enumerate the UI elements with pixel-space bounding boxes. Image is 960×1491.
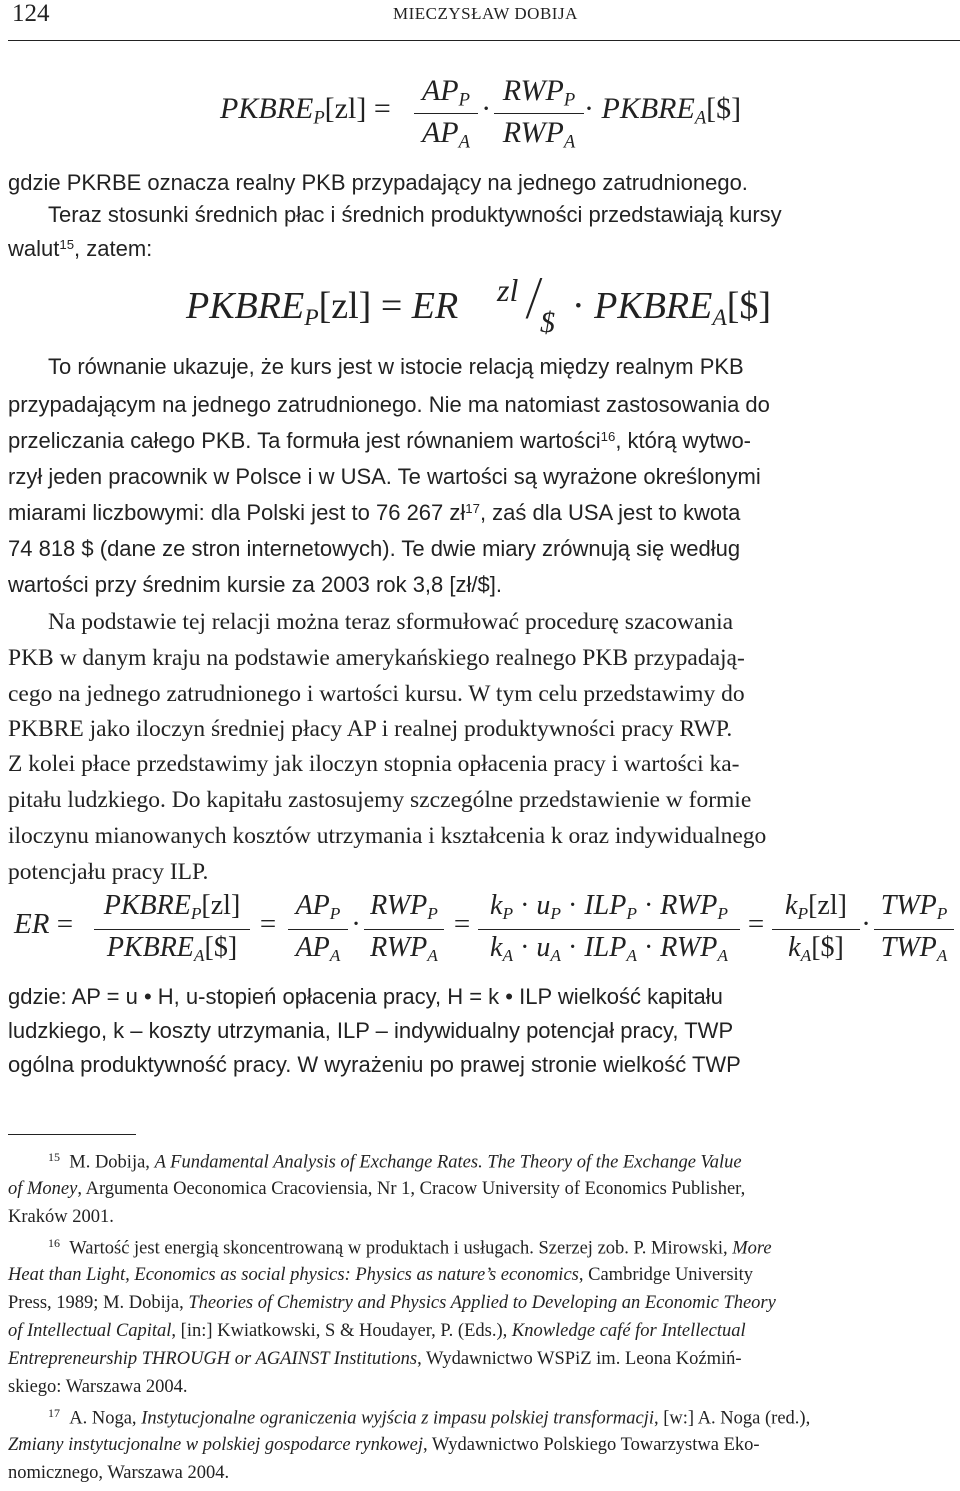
body-line: 74 818 $ (dane ze stron internetowych). Te dwie miary zrównują się według bbox=[8, 536, 741, 561]
body-line: cego na jednego zatrudnionego i wartości kursu. W tym celu przedstawimy do bbox=[8, 681, 745, 707]
body-line: iloczynu mianowanych kosztów utrzymania i kształcenia k oraz indywidualnego bbox=[8, 823, 767, 849]
footnote-rule bbox=[8, 1134, 136, 1135]
body-line: przeliczania całego PKB. Ta formuła jest równaniem wartości$^{16}$, którą wytwo- bbox=[8, 428, 752, 453]
body-line: ogólna produktywność pracy. W wyrażeniu po prawej stronie wielkość TWP bbox=[8, 1052, 741, 1077]
footnote-15: $^{15}$ M. Dobija, A Fundamental Analysis of Exchange Rates. The Theory of the Exchange Value bbox=[48, 1150, 742, 1173]
footnote-ref: 15 bbox=[59, 236, 75, 252]
fraction-rwp: $RWP_P$ $RWP_A$ bbox=[494, 74, 584, 152]
body-line: PKBRE jako iloczyn średniej płacy AP i realnej produktywności pracy RWP. bbox=[8, 716, 733, 742]
body-line: ludzkiego, k – koszty utrzymania, ILP – indywidualny potencjał pracy, TWP bbox=[8, 1018, 734, 1043]
footnote-ref: 16 bbox=[600, 428, 616, 444]
footnote-16: $^{16}$ Wartość jest energią skoncentrowaną w produktach i usługach. Szerzej zob. P. Mirowski, More bbox=[48, 1236, 772, 1259]
footnote-ref: 17 bbox=[465, 500, 480, 516]
body-line: Na podstawie tej relacji można teraz sformułować procedurę szacowania bbox=[48, 609, 734, 635]
body-line: wartości przy średnim kursie za 2003 rok 3,8 [zł/$]. bbox=[8, 572, 502, 597]
fraction-ap: $AP_P$ $AP_A$ bbox=[414, 74, 478, 152]
body-line: walut$^{15}$, zatem: bbox=[8, 236, 153, 261]
body-line: Teraz stosunki średnich płac i średnich produktywności przedstawiają kursy bbox=[48, 202, 782, 227]
page-number: 124 bbox=[12, 0, 50, 27]
body-line: pitału ludzkiego. Do kapitału zastosujemy szczególne przedstawienie w formie bbox=[8, 787, 752, 813]
running-head: MIECZYSŁAW DOBIJA bbox=[393, 4, 578, 23]
body-line: miarami liczbowymi: dla Polski jest to 76 267 zł$^{17}$, zaś dla USA jest to kwota bbox=[8, 500, 741, 525]
body-line: To równanie ukazuje, że kurs jest w istocie relacją między realnym PKB bbox=[48, 354, 744, 379]
footnote-17: $^{17}$ A. Noga, Instytucjonalne ograniczenia wyjścia z impasu polskiej transformacji, [w:] A. Noga (red.), bbox=[48, 1406, 811, 1429]
body-line: gdzie: AP = u • H, u-stopień opłacenia pracy, H = k • ILP wielkość kapitału bbox=[8, 984, 723, 1009]
body-line: rzył jeden pracownik w Polsce i w USA. Te wartości są wyrażone określonymi bbox=[8, 464, 761, 489]
body-line: potencjału pracy ILP. bbox=[8, 859, 209, 885]
body-line: gdzie PKRBE oznacza realny PKB przypadający na jednego zatrudnionego. bbox=[8, 170, 748, 195]
fraction-product: $k_P \cdot u_P \cdot ILP_P \cdot RWP_P$ $k_A \cdot u_A \cdot ILP_A \cdot RWP_A$ bbox=[478, 890, 740, 968]
page-header bbox=[8, 0, 960, 41]
body-line: PKB w danym kraju na podstawie amerykańskiego realnego PKB przypadają- bbox=[8, 645, 745, 671]
document-page: 124 MIECZYSŁAW DOBIJA $PKBRE_P[zl]$ = $AP_P$ $AP_A$ · $RWP_P$ $RWP_A$ · $PKBRE_A[\$]$ gdzie PKRBE oznacza realny PKB przypadający na jednego zatrudnionego. Teraz stosunki średnich płac i średnich produktywności przedstawiają kursy walut$^{15}$, zatem: $PKBRE_P[zl]$ = ER zl / $ · $PKBRE_A[\$]$ To równanie ukazuje, że kurs jest w istocie relacją między realnym PKB przypadającym na jednego zatrudnionego. Nie ma natomiast zastosowania do przeliczania całego PKB. Ta formuła jest równaniem wartości$^{16}$, którą wytwo- rzył jeden pracownik w Polsce i w USA. Te wartości są wyrażone określonymi miarami liczbowymi: dla Polski jest to 76 267 zł$^{17}$, zaś dla USA jest to kwota 74 818 $ (dane ze stron internetowych). Te dwie miary zrównują się według wartości przy średnim kursie za 2003 rok 3,8 [zł/$]. Na podstawie tej relacji można teraz sformułować procedurę szacowania PKB w danym kraju na podstawie amerykańskiego realnego PKB przypadają- cego na jednego zatrudnionego i wartości kursu. W tym celu przedstawimy do PKBRE jako iloczyn średniej płacy AP i realnej produktywności pracy RWP. Z kolei płace przedstawimy jak iloczyn stopnia opłacenia pracy i wartości ka- pitału ludzkiego. Do kapitału zastosujemy szczególne przedstawienie w formie iloczynu mianowanych kosztów utrzymania i kształcenia k oraz indywidualnego potencjału pracy ILP. ER = $PKBRE_P[zl]$ $PKBRE_A[\$]$ = $AP_P$ $AP_A$ · $RWP_P$ $RWP_A$ = $k_P \cdot u_P \cdot ILP_P \cdot RWP_P$ $k_A \cdot u_A \cdot ILP_A \cdot RWP_A$ = $k_P[zl]$ $k_A[\$]$ · $TWP_P$ $TWP_A$ gdzie: AP = u • H, u-stopień opłacenia pracy, H = k • ILP wielkość kapitału ludzkiego, k – koszty utrzymania, ILP – indywidualny potencjał pracy, TWP ogólna produktywność pracy. W wyrażeniu po prawej stronie wielkość TWP $^{15}$ M. Dobija, A Fundamental Analysis of Exchange Rates. The Theory of the Exchange Value of Money, Argumenta Oeconomica Cracoviensia, Nr 1, Cracow University of Economics Publisher, Kraków 2001. $^{16}$ Wartość jest energią skoncentrowaną w produktach i usługach. Szerzej zob. P. Mirowski, More Heat than Light, Economics as social physics: Physics as nature’s economics, Cambridge University Press, 1989; M. Dobija, Theories of Chemistry and Physics Applied to Developing an Economic Theory of Intellectual Capital, [in:] Kwiatkowski, S & Houdayer, P. (Eds.), Knowledge café for Intellectual Entrepreneurship THROUGH or AGAINST Institutions, Wydawnictwo WSPiZ im. Leona Koźmiń- skiego: Warszawa 2004. $^{17}$ A. Noga, Instytucjonalne ograniczenia wyjścia z impasu polskiej transformacji, [w:] A. Noga (red.), Zmiany instytucjonalne w polskiej gospodarce rynkowej, Wydawnictwo Polskiego Towarzystwa Eko- nomicznego, Warszawa 2004. bbox=[0, 0, 960, 1491]
body-line: przypadającym na jednego zatrudnionego. Nie ma natomiast zastosowania do bbox=[8, 392, 770, 417]
body-line: Z kolei płace przedstawimy jak iloczyn stopnia opłacenia pracy i wartości ka- bbox=[8, 751, 740, 777]
